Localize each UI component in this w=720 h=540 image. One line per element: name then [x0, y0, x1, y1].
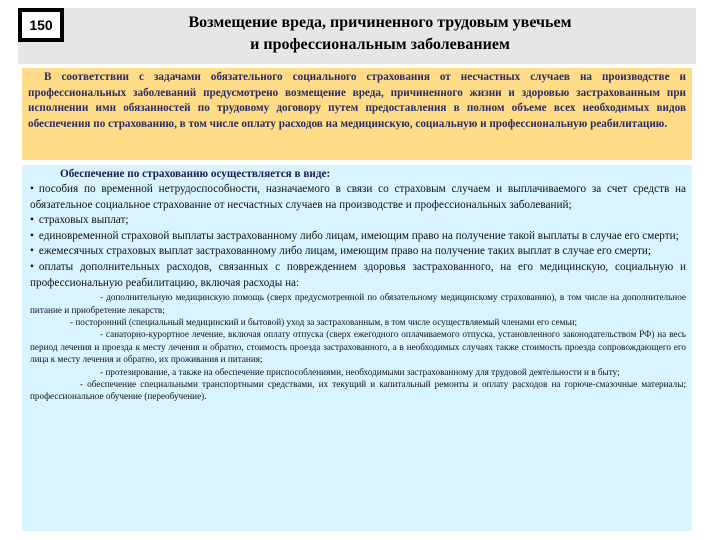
- sub-list-item: - санаторно-курортное лечение, включая оплату отпуска (сверх ежегодного оплачиваемого отпуска, установленного законодательством РФ) на весь период лечения и проезда к месту лечения и обратно, стоимость проезда застрахованного, а в необходимых случаях также стоимость проезда сопровождающего его лица к месту лечения и обратно, их проживания и питания;: [30, 329, 686, 365]
- bullet-icon: •: [30, 260, 34, 273]
- list-item-text: единовременной страховой выплаты застрахованному либо лицам, имеющим право на получение такой выплаты в случае его смерти;: [38, 229, 679, 242]
- bullet-icon: •: [30, 183, 34, 195]
- sub-list-item: - протезирование, а также на обеспечение приспособлениями, необходимыми застрахованному для трудовой деятельности и в быту;: [100, 366, 620, 377]
- list-item: [30, 260, 686, 291]
- slide-number: 150: [21, 11, 61, 39]
- slide-title: [100, 12, 660, 56]
- slide-title-line-2: и профессиональным заболеванием: [250, 36, 510, 53]
- sub-list-item: - дополнительную медицинскую помощь (сверх предусмотренной по обязательному медицинскому страхованию), в том числе на дополнительное питание и приобретение лекарств;: [30, 292, 686, 315]
- list-item-text: страховых выплат;: [38, 214, 129, 227]
- slide-title-line-1: Возмещение вреда, причиненного трудовым увечьем: [188, 14, 572, 31]
- list-item-text: оплаты дополнительных расходов, связанных с повреждением здоровья застрахованного, на его медицинскую, социальную и профессиональную реабилитацию, включая расходы на:: [30, 260, 686, 289]
- list-item: [30, 182, 686, 213]
- provision-box: [22, 165, 692, 531]
- bullet-icon: •: [30, 245, 34, 258]
- sub-list-item: - посторонний (специальный медицинский и бытовой) уход за застрахованным, в том числе осуществляемый членами его семьи;: [70, 316, 578, 327]
- list-item-text: ежемесячных страховых выплат застрахованному либо лицам, имеющим право на получение таких выплат в случае его смерти;: [38, 245, 652, 258]
- provision-lead: Обеспечение по страхованию осуществляется в виде:: [60, 168, 331, 180]
- list-item: [30, 244, 686, 260]
- list-item-text: пособия по временной нетрудоспособности, назначаемого в связи со страховым случаем и выплачиваемого за счет средств на обязательное социальное страхование от несчастных случаев на производстве и профессиональных заболеваний;: [30, 183, 686, 211]
- list-item: [30, 229, 686, 245]
- list-item: [30, 213, 686, 229]
- slide-number-badge: [18, 8, 64, 42]
- intro-box: [22, 68, 692, 160]
- intro-text: В соответствии с задачами обязательного социального страхования от несчастных случаев на производстве и профессиональных заболеваний предусмотрено возмещение вреда, причиненного жизни и здоровью застрахованным при исполнении ими обязанностей по трудовому договору путем предоставления в полном объеме всех необходимых видов обеспечения по страхованию, в том числе оплату расходов на медицинскую, социальную и профессиональную реабилитацию.: [28, 71, 686, 130]
- bullet-icon: •: [30, 214, 34, 227]
- bullet-icon: •: [30, 229, 34, 242]
- sub-list-item: - обеспечение специальными транспортными средствами, их текущий и капитальный ремонты и оплату расходов на горюче-смазочные материалы; профессиональное обучение (переобучение).: [30, 379, 686, 402]
